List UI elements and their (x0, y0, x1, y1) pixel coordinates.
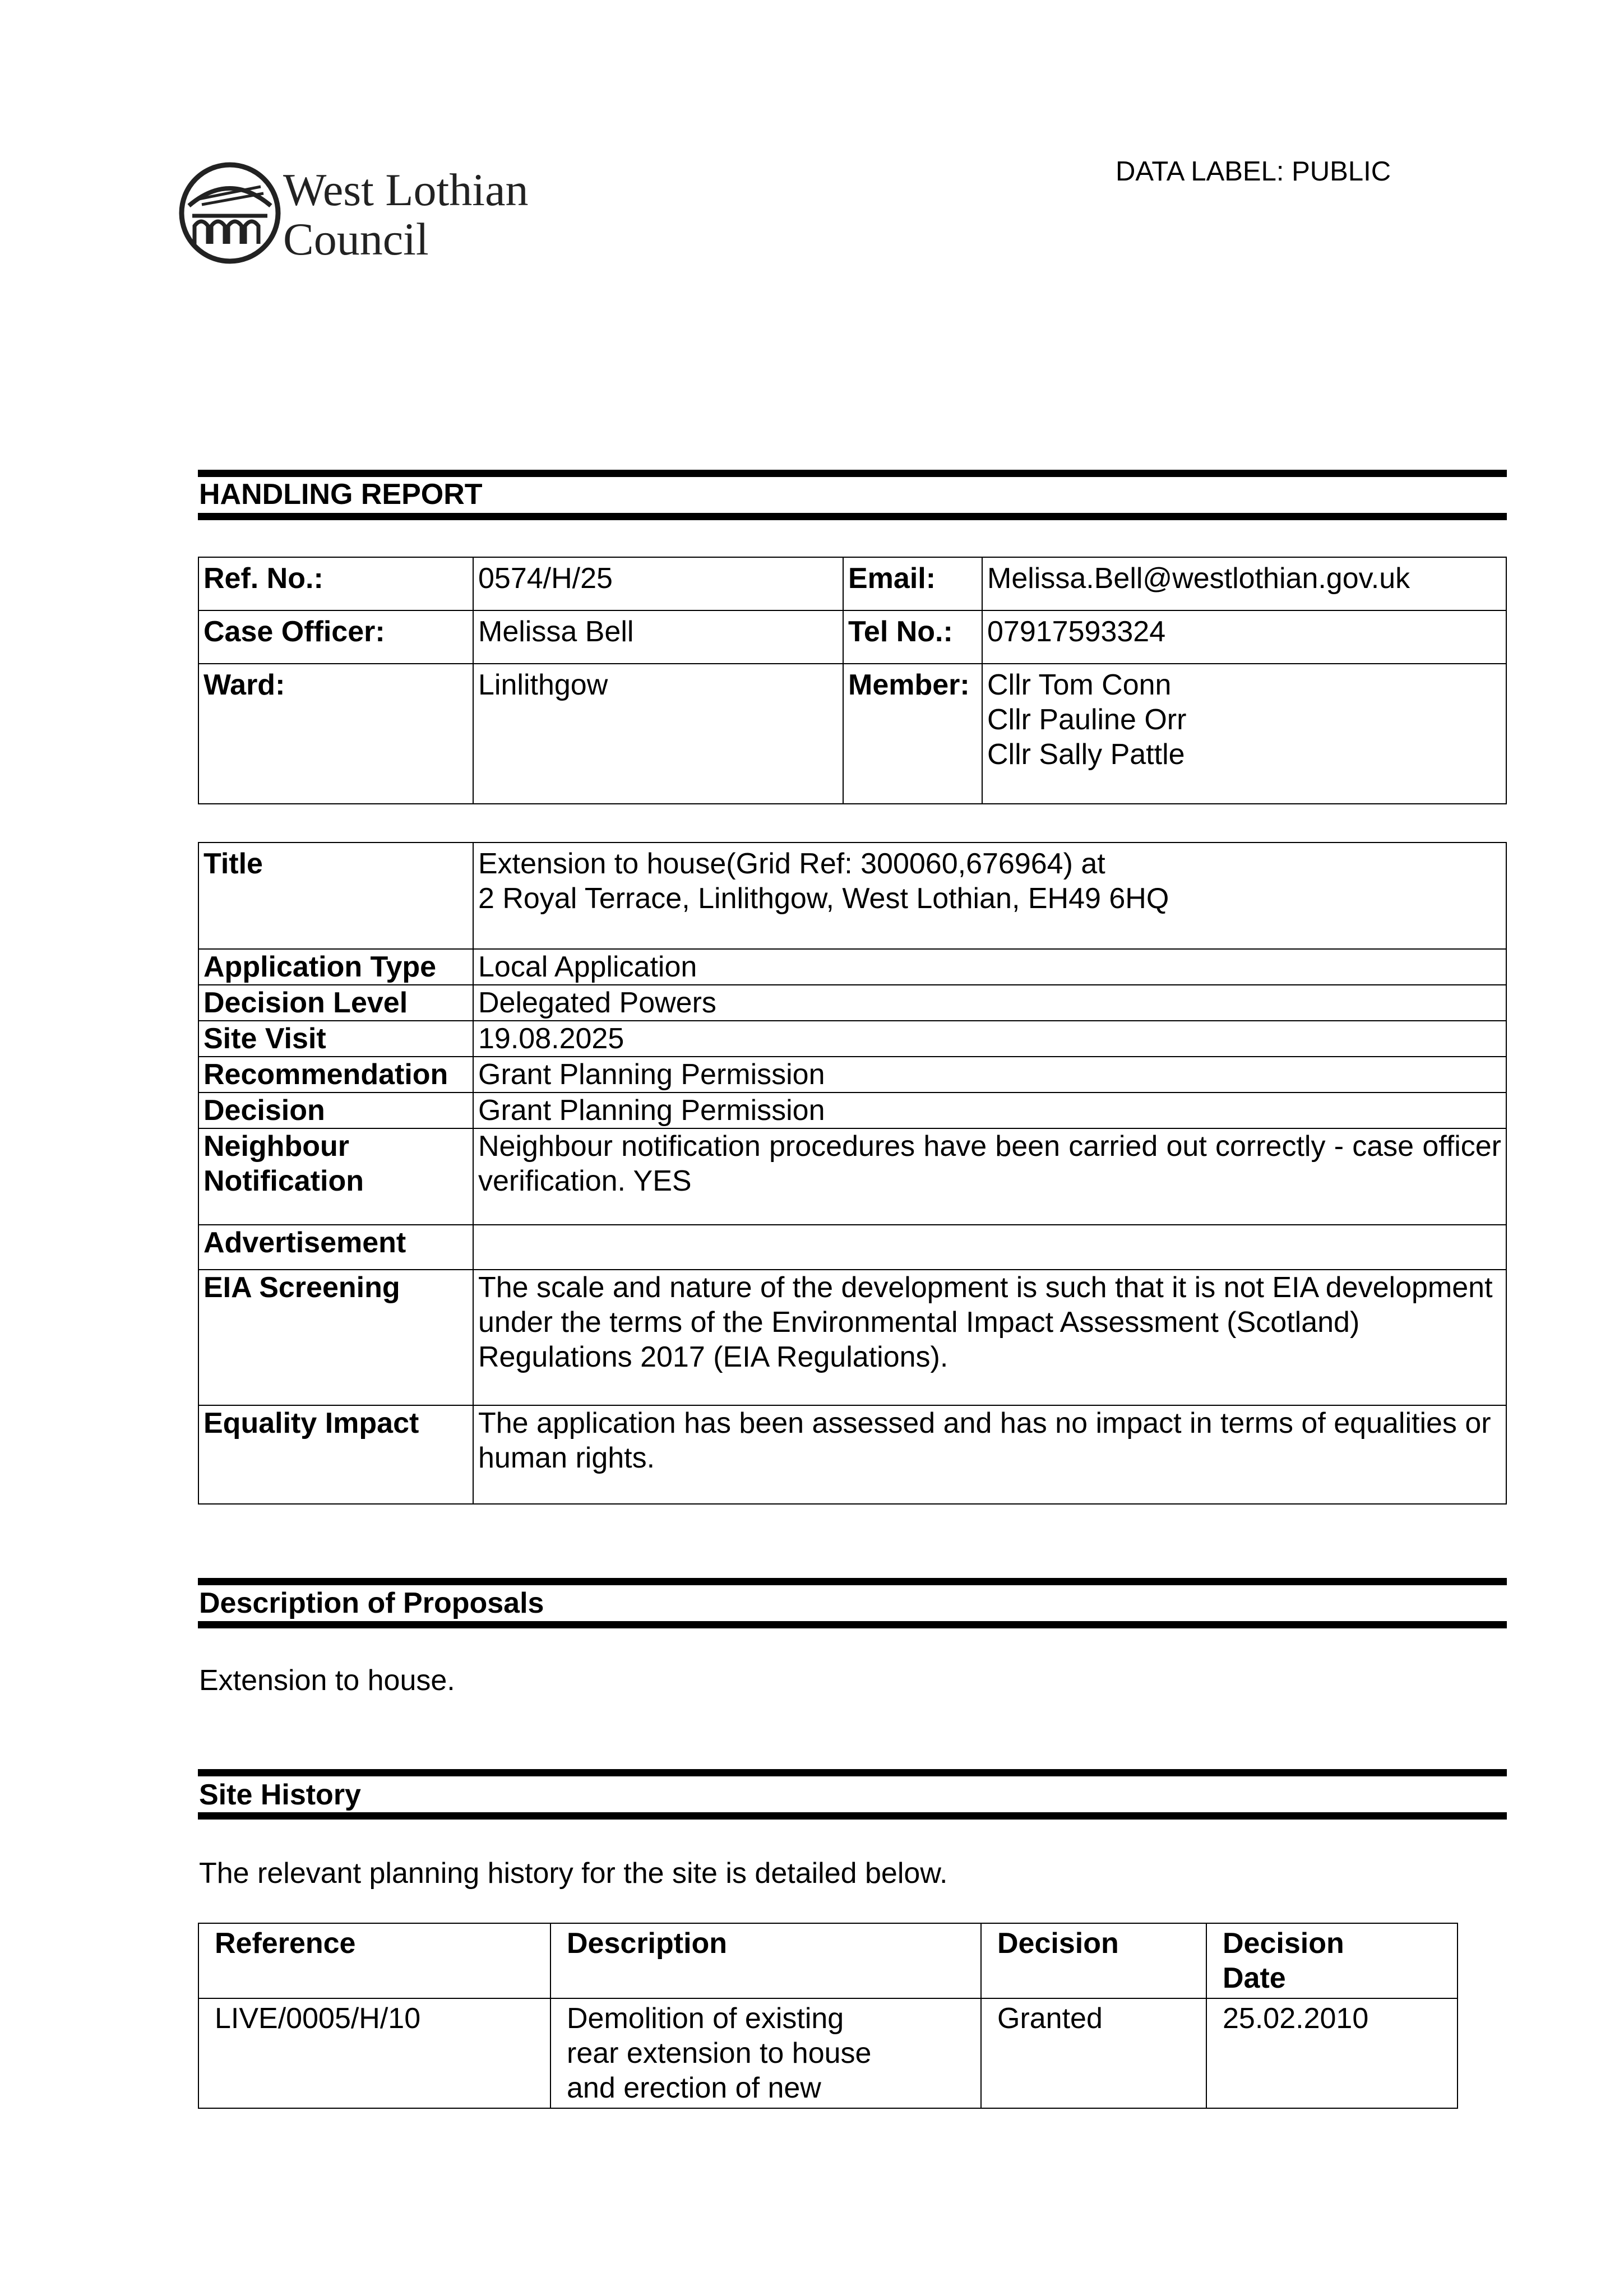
member-label: Member: (843, 664, 982, 804)
decision-label: Decision (198, 1093, 473, 1128)
equality-label: Equality Impact (198, 1405, 473, 1504)
column-header: Description (550, 1923, 981, 1998)
neighbour-label-line-1: Neighbour (203, 1130, 349, 1163)
neighbour-label (198, 1128, 473, 1225)
logo-line-1: West Lothian (283, 164, 529, 215)
ref-value: 0574/H/25 (473, 557, 843, 610)
eia-label: EIA Screening (198, 1270, 473, 1405)
recommendation-label: Recommendation (198, 1057, 473, 1093)
history-date: 25.02.2010 (1206, 1998, 1458, 2108)
member-item: Cllr Sally Pattle (987, 738, 1185, 771)
recommendation-value: Grant Planning Permission (473, 1057, 1506, 1093)
eia-value: The scale and nature of the development is such that it is not EIA development under the terms of the Environmental Impact Assessment (Scotland) Regulations 2017 (EIA Regulations). (473, 1270, 1506, 1405)
table-header-row (198, 1923, 1458, 1998)
advertisement-value (473, 1225, 1506, 1270)
heading-rule-top (198, 470, 1507, 477)
ward-value: Linlithgow (473, 664, 843, 804)
title-value (473, 843, 1506, 949)
heading-rule-bottom (198, 513, 1507, 520)
neighbour-label-line-2: Notification (203, 1165, 364, 1197)
app-type-value: Local Application (473, 949, 1506, 985)
officer-label: Case Officer: (198, 610, 473, 664)
history-heading: Site History (199, 1779, 361, 1811)
logo-line-2: Council (283, 214, 429, 265)
ward-label: Ward: (198, 664, 473, 804)
proposals-text: Extension to house. (199, 1664, 455, 1697)
ref-label: Ref. No.: (198, 557, 473, 610)
column-header: Reference (198, 1923, 550, 1998)
history-decision: Granted (981, 1998, 1206, 2108)
member-item: Cllr Pauline Orr (987, 703, 1187, 736)
title-label: Title (198, 843, 473, 949)
table-row (198, 1998, 1458, 2108)
tel-label: Tel No.: (843, 610, 982, 664)
title-line-1: Extension to house(Grid Ref: 300060,676964) at (478, 848, 1105, 880)
details-table (198, 842, 1507, 1505)
history-intro: The relevant planning history for the site is detailed below. (199, 1857, 948, 1890)
site-visit-value: 19.08.2025 (473, 1021, 1506, 1057)
decision-level-label: Decision Level (198, 985, 473, 1021)
tel-value: 07917593324 (982, 610, 1506, 664)
decision-value: Grant Planning Permission (473, 1093, 1506, 1128)
history-rule-bottom (198, 1812, 1507, 1820)
member-list (982, 664, 1506, 804)
contact-table (198, 557, 1507, 804)
history-reference: LIVE/0005/H/10 (198, 1998, 550, 2108)
column-header: Decision Date (1206, 1923, 1458, 1998)
report-title: HANDLING REPORT (199, 478, 483, 511)
email-label: Email: (843, 557, 982, 610)
officer-value: Melissa Bell (473, 610, 843, 664)
site-visit-label: Site Visit (198, 1021, 473, 1057)
council-logo (177, 160, 558, 272)
proposals-rule-top (198, 1578, 1507, 1585)
email-value: Melissa.Bell@westlothian.gov.uk (982, 557, 1506, 610)
app-type-label: Application Type (198, 949, 473, 985)
history-description: Demolition of existing rear extension to house and erection of new (550, 1998, 981, 2108)
data-label: DATA LABEL: PUBLIC (1116, 156, 1391, 187)
viaduct-emblem-icon (177, 160, 283, 266)
title-line-2: 2 Royal Terrace, Linlithgow, West Lothian, EH49 6HQ (478, 882, 1169, 915)
decision-level-value: Delegated Powers (473, 985, 1506, 1021)
member-item: Cllr Tom Conn (987, 669, 1172, 701)
advertisement-label: Advertisement (198, 1225, 473, 1270)
proposals-rule-bottom (198, 1621, 1507, 1628)
neighbour-value: Neighbour notification procedures have been carried out correctly - case officer verification. YES (473, 1128, 1506, 1225)
proposals-heading: Description of Proposals (199, 1587, 544, 1619)
equality-value: The application has been assessed and has no impact in terms of equalities or human rights. (473, 1405, 1506, 1504)
history-rule-top (198, 1769, 1507, 1776)
history-table (198, 1923, 1458, 2109)
column-header: Decision (981, 1923, 1206, 1998)
